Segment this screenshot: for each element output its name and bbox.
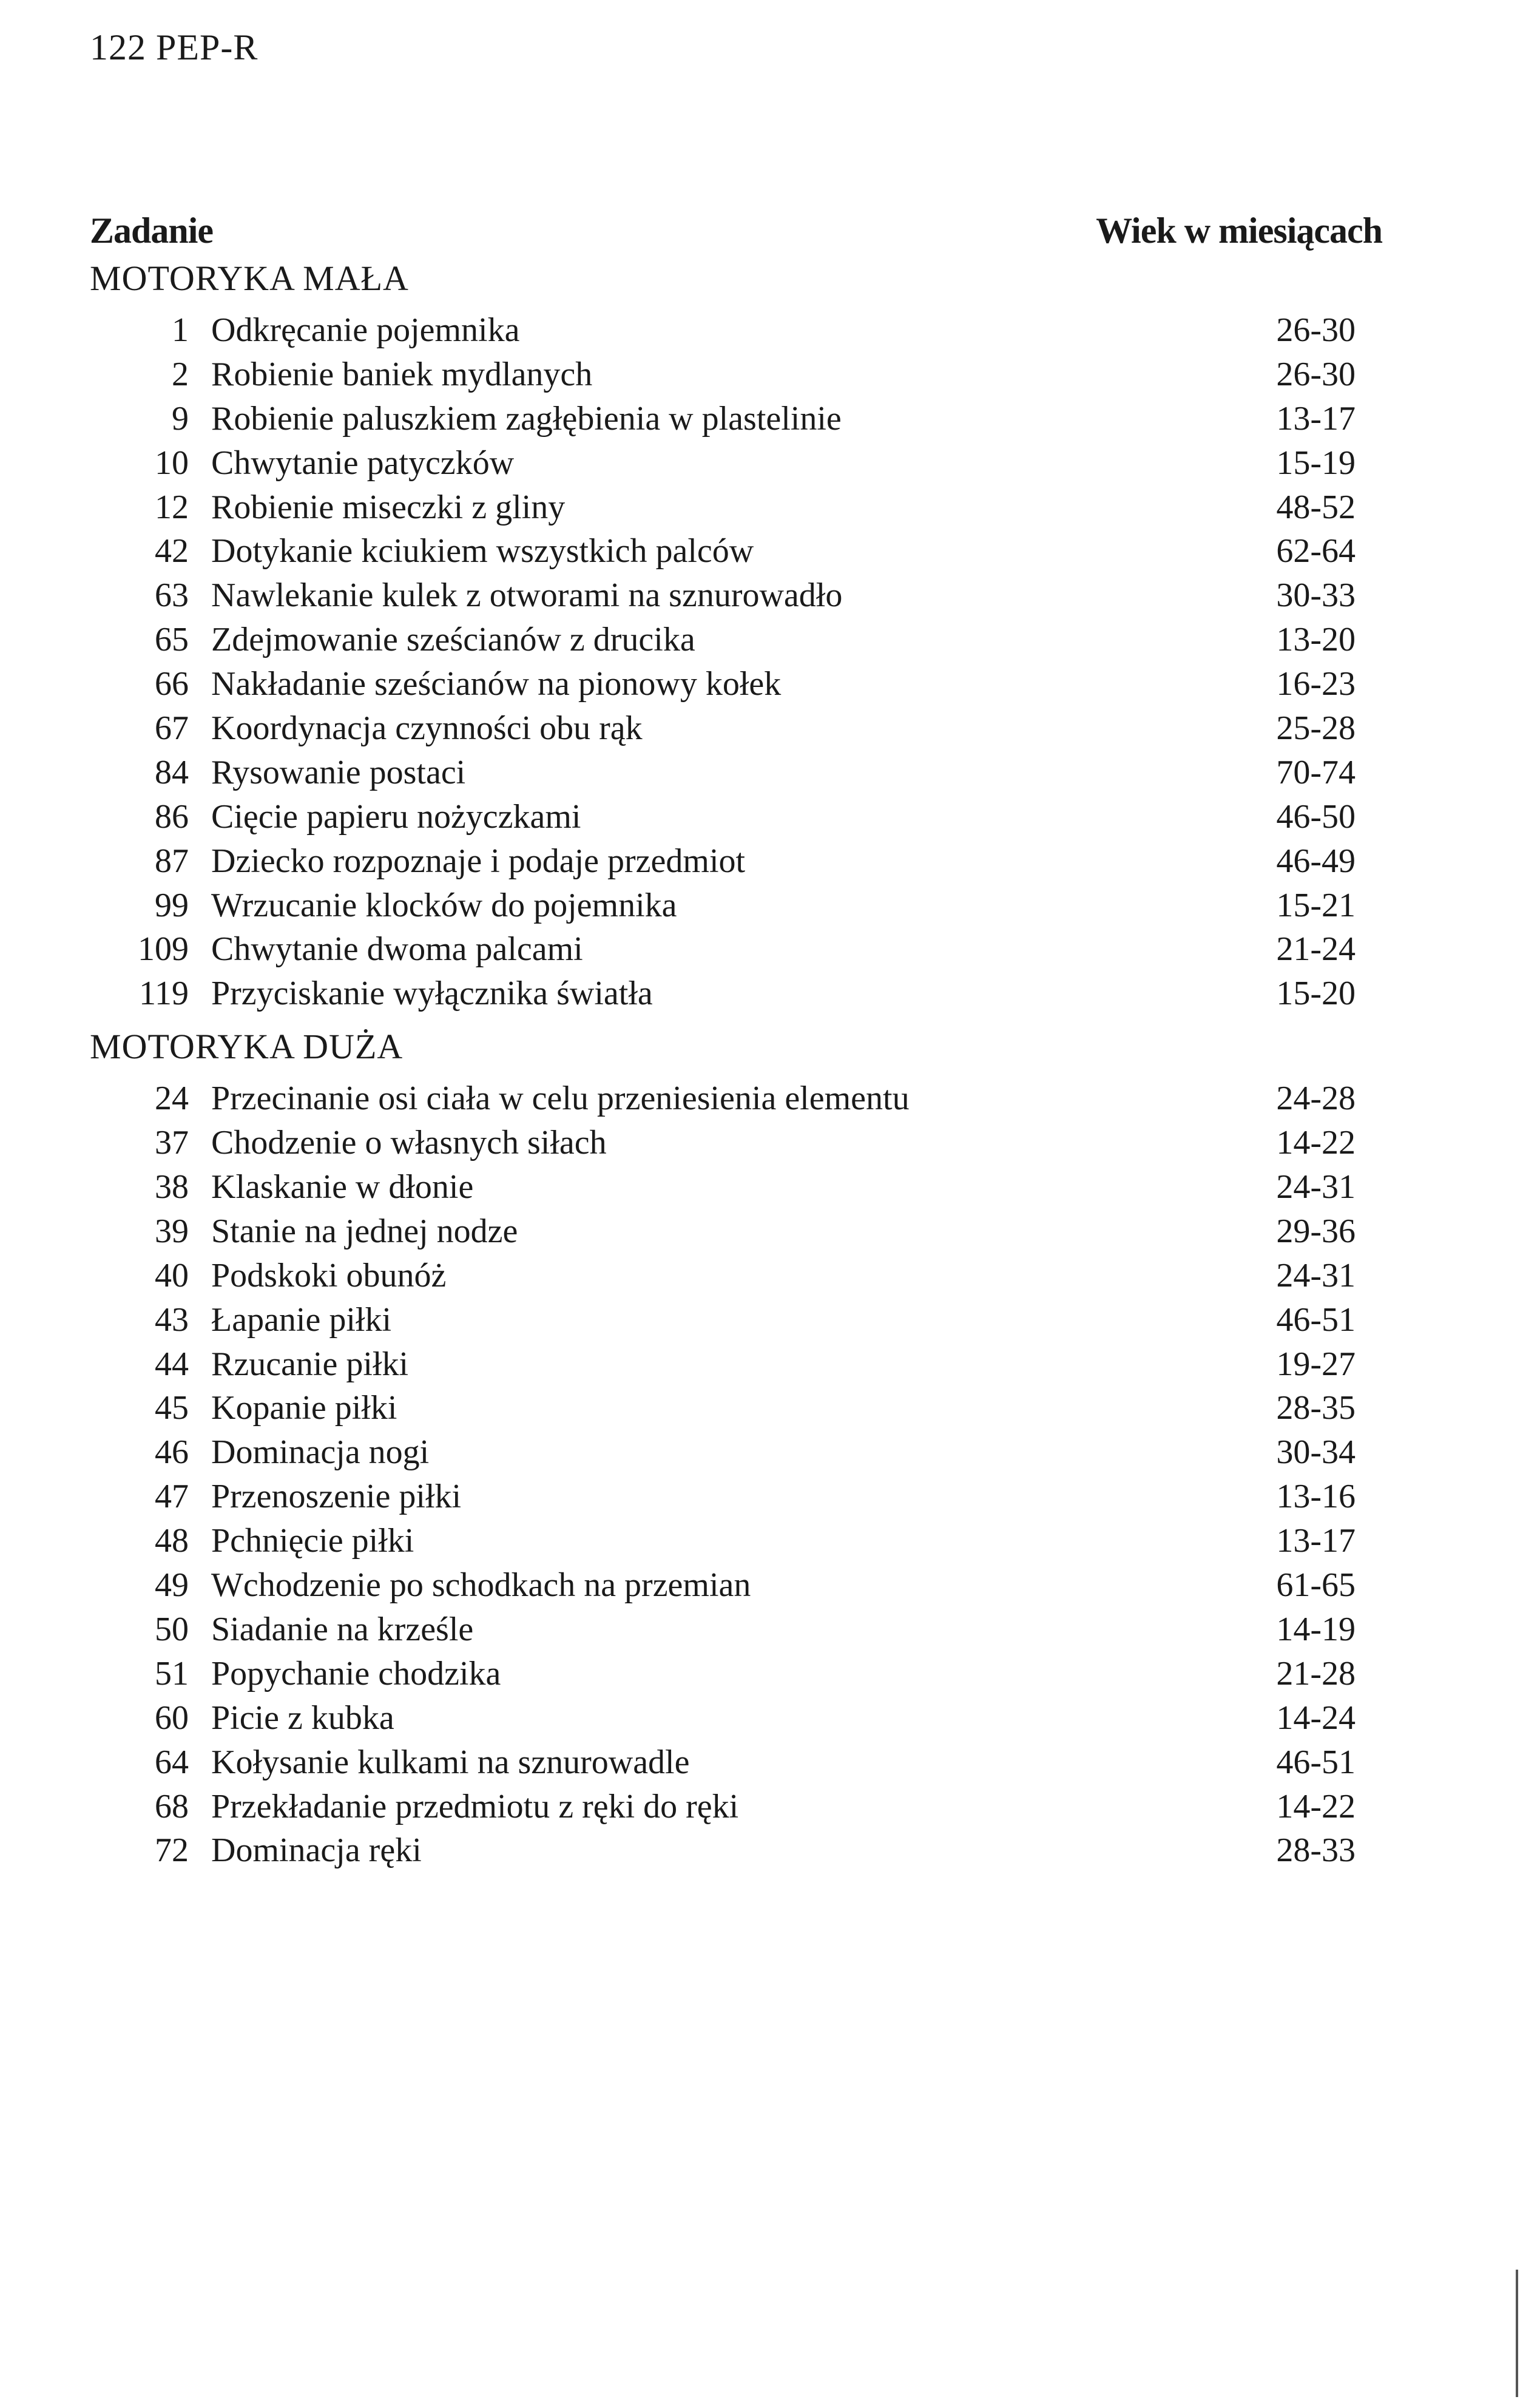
task-number: 72 — [155, 1831, 189, 1870]
age-range: 26-30 — [1276, 355, 1356, 393]
task-number: 40 — [155, 1256, 189, 1294]
age-range: 16-23 — [1276, 665, 1356, 703]
task-number: 119 — [139, 975, 189, 1013]
section-items — [90, 311, 1382, 1018]
table-row — [90, 488, 1382, 532]
task-name: Przenoszenie piłki — [211, 1478, 462, 1516]
task-name: Klaskanie w dłonie — [211, 1168, 474, 1206]
age-range: 30-34 — [1276, 1433, 1356, 1472]
table-row — [90, 709, 1382, 753]
age-range: 26-30 — [1276, 311, 1356, 349]
task-name: Przecinanie osi ciała w celu przeniesienia elementu — [211, 1080, 910, 1118]
table-row — [90, 1831, 1382, 1875]
age-range: 24-31 — [1276, 1168, 1356, 1206]
table-row — [90, 620, 1382, 665]
task-number: 46 — [155, 1433, 189, 1472]
task-name: Rysowanie postaci — [211, 753, 466, 791]
table-row — [90, 1610, 1382, 1654]
age-range: 21-24 — [1276, 930, 1356, 969]
table-row — [90, 1212, 1382, 1256]
task-name: Chodzenie o własnych siłach — [211, 1124, 607, 1162]
task-number: 45 — [155, 1389, 189, 1427]
section-gross-motor — [90, 1023, 1382, 1875]
task-number: 109 — [138, 930, 189, 969]
age-range: 62-64 — [1276, 532, 1356, 570]
task-number: 37 — [155, 1124, 189, 1162]
age-range: 61-65 — [1276, 1566, 1356, 1605]
table-row — [90, 1345, 1382, 1389]
table-row — [90, 532, 1382, 576]
task-name: Koordynacja czynności obu rąk — [211, 709, 643, 748]
table-row — [90, 1300, 1382, 1345]
table-row — [90, 797, 1382, 842]
age-range: 14-24 — [1276, 1699, 1356, 1737]
table-row — [90, 1388, 1382, 1433]
table-row — [90, 1654, 1382, 1699]
age-range: 15-19 — [1276, 444, 1356, 482]
task-number: 49 — [155, 1566, 189, 1605]
age-range: 70-74 — [1276, 753, 1356, 791]
age-range: 46-49 — [1276, 842, 1356, 880]
task-number: 66 — [155, 665, 189, 703]
task-number: 51 — [155, 1654, 189, 1693]
table-row — [90, 444, 1382, 488]
task-name: Picie z kubka — [211, 1699, 394, 1737]
task-number: 50 — [155, 1610, 189, 1648]
age-range: 46-51 — [1276, 1743, 1356, 1781]
task-number: 24 — [155, 1080, 189, 1118]
table-row — [90, 1743, 1382, 1787]
table-row — [90, 1079, 1382, 1123]
running-head: 122 PEP-R — [90, 27, 258, 67]
task-name: Dominacja ręki — [211, 1831, 422, 1870]
table-row — [90, 576, 1382, 620]
age-range: 30-33 — [1276, 577, 1356, 615]
task-number: 1 — [172, 311, 189, 349]
task-name: Stanie na jednej nodze — [211, 1212, 518, 1250]
task-name: Przekładanie przedmiotu z ręki do ręki — [211, 1787, 739, 1825]
age-column-header: Wiek w miesiącach — [1096, 211, 1382, 251]
age-range: 13-20 — [1276, 621, 1356, 659]
task-number: 9 — [172, 399, 189, 438]
table-row — [90, 1477, 1382, 1521]
age-range: 15-20 — [1276, 975, 1356, 1013]
task-number: 68 — [155, 1787, 189, 1825]
task-name: Odkręcanie pojemnika — [211, 311, 520, 349]
section-fine-motor — [90, 255, 1382, 1018]
section-items — [90, 1079, 1382, 1875]
age-range: 13-17 — [1276, 399, 1356, 438]
task-number: 38 — [155, 1168, 189, 1206]
table-row — [90, 311, 1382, 355]
table-row — [90, 399, 1382, 444]
task-number: 87 — [155, 842, 189, 880]
table-row — [90, 1168, 1382, 1212]
task-name: Robienie miseczki z gliny — [211, 488, 566, 526]
task-number: 44 — [155, 1345, 189, 1383]
task-column-header: Zadanie — [90, 211, 214, 251]
task-name: Popychanie chodzika — [211, 1654, 501, 1693]
margin-scan-mark — [1516, 2270, 1518, 2397]
task-name: Wrzucanie klocków do pojemnika — [211, 886, 677, 924]
task-name: Łapanie piłki — [211, 1300, 392, 1339]
task-number: 60 — [155, 1699, 189, 1737]
age-range: 14-22 — [1276, 1124, 1356, 1162]
task-name: Dominacja nogi — [211, 1433, 430, 1472]
table-row — [90, 1521, 1382, 1566]
task-number: 86 — [155, 797, 189, 836]
age-range: 28-35 — [1276, 1389, 1356, 1427]
table-row — [90, 1566, 1382, 1610]
task-name: Siadanie na krześle — [211, 1610, 474, 1648]
task-number: 47 — [155, 1478, 189, 1516]
age-range: 13-16 — [1276, 1478, 1356, 1516]
task-name: Zdejmowanie sześcianów z drucika — [211, 621, 695, 659]
task-number: 67 — [155, 709, 189, 748]
table-row — [90, 355, 1382, 399]
table-row — [90, 930, 1382, 974]
task-name: Cięcie papieru nożyczkami — [211, 797, 581, 836]
table-row — [90, 1433, 1382, 1477]
task-number: 65 — [155, 621, 189, 659]
age-range: 15-21 — [1276, 886, 1356, 924]
section-title: MOTORYKA DUŻA — [90, 1027, 404, 1067]
table-row — [90, 842, 1382, 886]
age-range: 29-36 — [1276, 1212, 1356, 1250]
task-table — [90, 210, 1382, 1875]
task-name: Rzucanie piłki — [211, 1345, 409, 1383]
task-name: Kołysanie kulkami na sznurowadle — [211, 1743, 690, 1781]
age-range: 24-31 — [1276, 1256, 1356, 1294]
task-number: 99 — [155, 886, 189, 924]
task-number: 63 — [155, 577, 189, 615]
task-number: 2 — [172, 355, 189, 393]
table-row — [90, 886, 1382, 930]
age-range: 24-28 — [1276, 1080, 1356, 1118]
age-range: 46-50 — [1276, 797, 1356, 836]
task-name: Chwytanie patyczków — [211, 444, 515, 482]
table-row — [90, 1256, 1382, 1300]
age-range: 25-28 — [1276, 709, 1356, 748]
task-number: 12 — [155, 488, 189, 526]
age-range: 13-17 — [1276, 1522, 1356, 1560]
task-number: 64 — [155, 1743, 189, 1781]
task-number: 43 — [155, 1300, 189, 1339]
task-name: Robienie baniek mydlanych — [211, 355, 593, 393]
task-name: Wchodzenie po schodkach na przemian — [211, 1566, 751, 1605]
task-number: 48 — [155, 1522, 189, 1560]
task-number: 39 — [155, 1212, 189, 1250]
table-row — [90, 1787, 1382, 1831]
task-number: 42 — [155, 532, 189, 570]
task-name: Chwytanie dwoma palcami — [211, 930, 583, 969]
age-range: 21-28 — [1276, 1654, 1356, 1693]
task-name: Robienie paluszkiem zagłębienia w plastelinie — [211, 399, 842, 438]
age-range: 28-33 — [1276, 1831, 1356, 1870]
age-range: 14-22 — [1276, 1787, 1356, 1825]
task-name: Pchnięcie piłki — [211, 1522, 414, 1560]
task-name: Dotykanie kciukiem wszystkich palców — [211, 532, 754, 570]
task-name: Podskoki obunóż — [211, 1256, 447, 1294]
task-number: 84 — [155, 753, 189, 791]
task-number: 10 — [155, 444, 189, 482]
table-row — [90, 665, 1382, 709]
task-name: Nawlekanie kulek z otworami na sznurowadło — [211, 577, 843, 615]
section-title: MOTORYKA MAŁA — [90, 259, 409, 298]
table-header — [90, 210, 1382, 255]
age-range: 19-27 — [1276, 1345, 1356, 1383]
table-row — [90, 974, 1382, 1018]
table-row — [90, 1123, 1382, 1168]
task-name: Przyciskanie wyłącznika światła — [211, 975, 653, 1013]
task-name: Nakładanie sześcianów na pionowy kołek — [211, 665, 782, 703]
table-row — [90, 1699, 1382, 1743]
table-row — [90, 753, 1382, 797]
task-name: Dziecko rozpoznaje i podaje przedmiot — [211, 842, 746, 880]
age-range: 14-19 — [1276, 1610, 1356, 1648]
age-range: 48-52 — [1276, 488, 1356, 526]
age-range: 46-51 — [1276, 1300, 1356, 1339]
task-name: Kopanie piłki — [211, 1389, 397, 1427]
